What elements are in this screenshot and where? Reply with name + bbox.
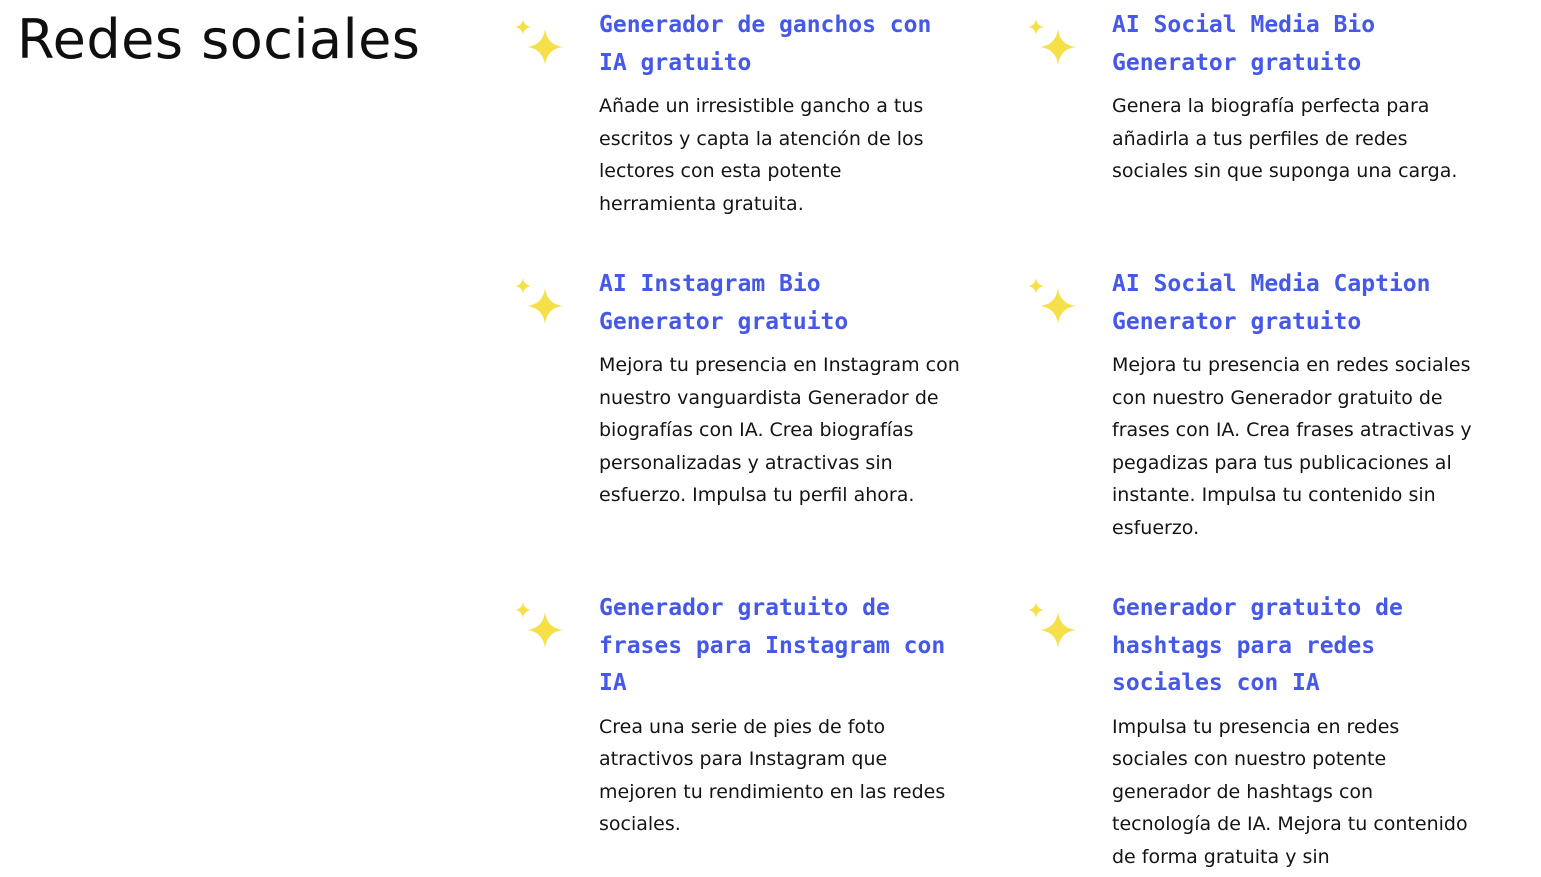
tool-card xyxy=(1112,7,1472,188)
sparkle-icon xyxy=(1027,278,1079,328)
tool-card xyxy=(599,266,959,512)
tool-card xyxy=(1112,590,1472,873)
card-title-link[interactable]: AI Social Media Bio Generator gratuito xyxy=(1112,12,1376,76)
sparkle-icon xyxy=(1027,602,1079,652)
sparkle-icon xyxy=(514,19,566,69)
card-description: Mejora tu presencia en Instagram con nuestro vanguardista Generador de biografías con IA. Crea biografías personalizadas y atractivas sin esfuerzo. Impulsa tu perfil ahora. xyxy=(599,354,960,506)
card-title-link[interactable]: AI Social Media Caption Generator gratuito xyxy=(1112,271,1431,335)
card-description: Añade un irresistible gancho a tus escritos y capta la atención de los lectores con esta potente herramienta gratuita. xyxy=(599,95,924,215)
card-title-link[interactable]: Generador gratuito de hashtags para redes sociales con IA xyxy=(1112,595,1403,696)
tool-card xyxy=(1112,266,1472,544)
section-title: Redes sociales xyxy=(17,8,421,71)
card-title-link[interactable]: Generador de ganchos con IA gratuito xyxy=(599,12,932,76)
card-description: Crea una serie de pies de foto atractivos para Instagram que mejoren tu rendimiento en las redes sociales. xyxy=(599,715,946,835)
sparkle-icon xyxy=(1027,19,1079,69)
card-title-link[interactable]: AI Instagram Bio Generator gratuito xyxy=(599,271,849,335)
sparkle-icon xyxy=(514,602,566,652)
card-description: Mejora tu presencia en redes sociales con nuestro Generador gratuito de frases con IA. Crea frases atractivas y pegadizas para tus publicaciones al instante. Impulsa tu contenido sin esfuerzo. xyxy=(1112,354,1472,539)
card-description: Genera la biografía perfecta para añadirla a tus perfiles de redes sociales sin que suponga una carga. xyxy=(1112,95,1458,182)
tool-card xyxy=(599,590,959,841)
card-description: Impulsa tu presencia en redes sociales con nuestro potente generador de hashtags con tecnología de IA. Mejora tu contenido de forma gratuita y sin xyxy=(1112,715,1468,868)
sparkle-icon xyxy=(514,278,566,328)
tool-card xyxy=(599,7,959,220)
card-title-link[interactable]: Generador gratuito de frases para Instagram con IA xyxy=(599,595,946,696)
